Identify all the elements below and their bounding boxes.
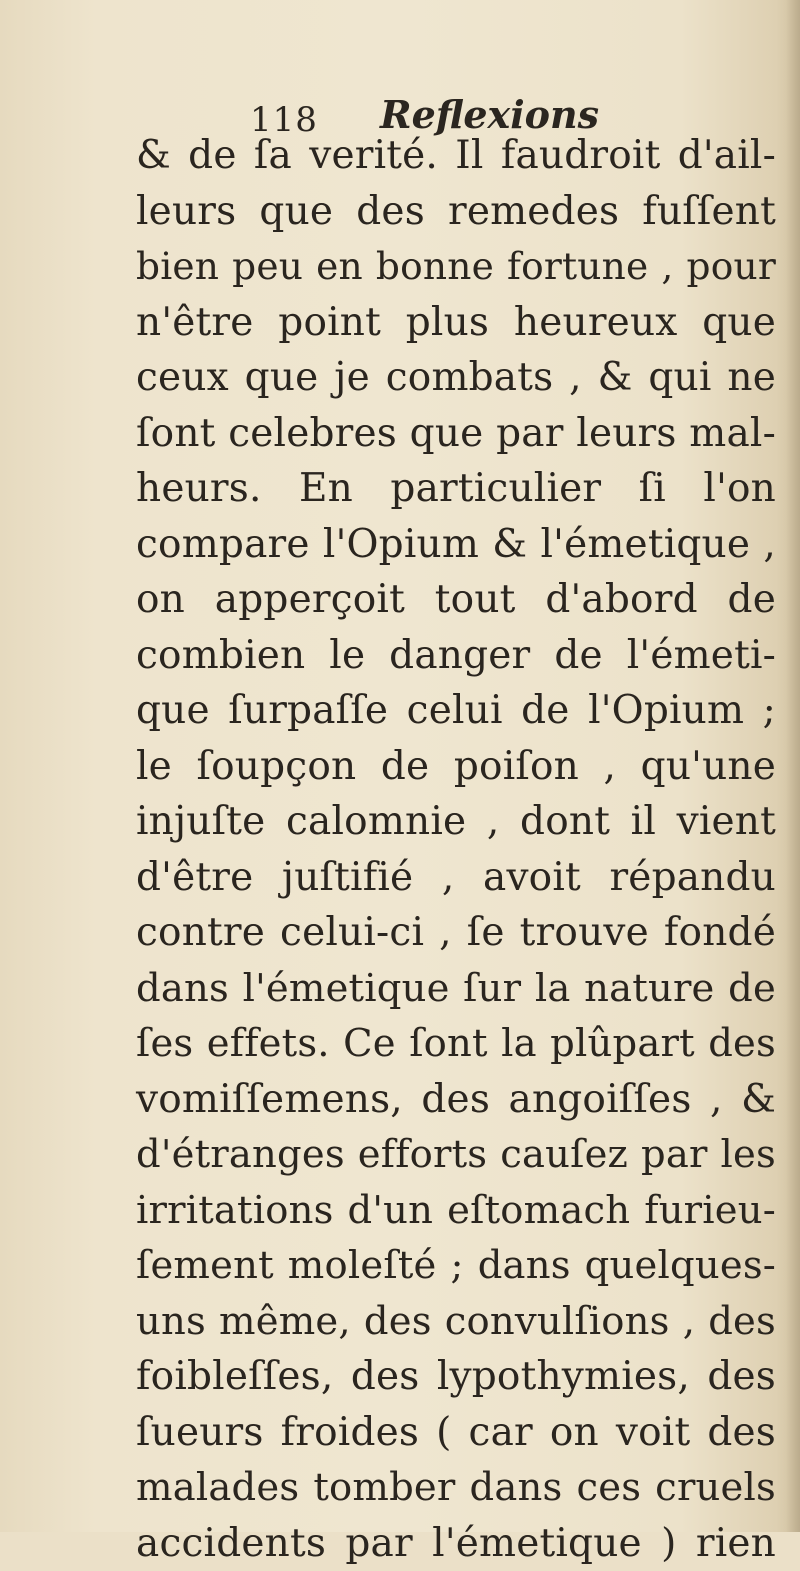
text-line: d'être juſtifié , avoit répandu	[136, 850, 776, 906]
text-line: malades tomber dans ces cruels	[136, 1460, 776, 1516]
text-line: dans l'émetique ſur la nature de	[136, 961, 776, 1017]
page-edge-shadow	[786, 0, 800, 1532]
text-line: bien peu en bonne fortune , pour	[136, 239, 776, 295]
text-line: heurs. En particulier ſi l'on	[136, 461, 776, 517]
text-line: & de ſa verité. Il faudroit d'ail-	[136, 128, 776, 184]
text-line: ſont celebres que par leurs mal-	[136, 406, 776, 462]
text-line: foibleſſes, des lypothymies, des	[136, 1349, 776, 1405]
text-line: ſueurs froides ( car on voit des	[136, 1405, 776, 1461]
text-line: que ſurpaſſe celui de l'Opium ;	[136, 683, 776, 739]
text-line: on apperçoit tout d'abord de	[136, 572, 776, 628]
text-line: compare l'Opium & l'émetique ,	[136, 517, 776, 573]
text-line: vomiſſemens, des angoiſſes , &	[136, 1072, 776, 1128]
running-head-title: Reflexions	[380, 92, 599, 137]
running-head	[178, 92, 738, 132]
text-line: ſes effets. Ce ſont la plûpart des	[136, 1016, 776, 1072]
text-line: leurs que des remedes fuſſent	[136, 184, 776, 240]
page-number: 118	[250, 100, 318, 140]
body-text	[136, 128, 776, 1571]
text-line: n'être point plus heureux que	[136, 295, 776, 351]
text-line: irritations d'un eſtomach furieu-	[136, 1183, 776, 1239]
text-line: ceux que je combats , & qui ne	[136, 350, 776, 406]
text-line: accidents par l'émetique ) rien	[136, 1516, 776, 1571]
text-line: d'étranges efforts cauſez par les	[136, 1127, 776, 1183]
text-line: uns même, des convulſions , des	[136, 1294, 776, 1350]
text-line: le ſoupçon de poiſon , qu'une	[136, 739, 776, 795]
text-line: contre celui-ci , ſe trouve fondé	[136, 905, 776, 961]
text-line: injuſte calomnie , dont il vient	[136, 794, 776, 850]
text-line: ſement moleſté ; dans quelques-	[136, 1238, 776, 1294]
text-line: combien le danger de l'émeti-	[136, 628, 776, 684]
